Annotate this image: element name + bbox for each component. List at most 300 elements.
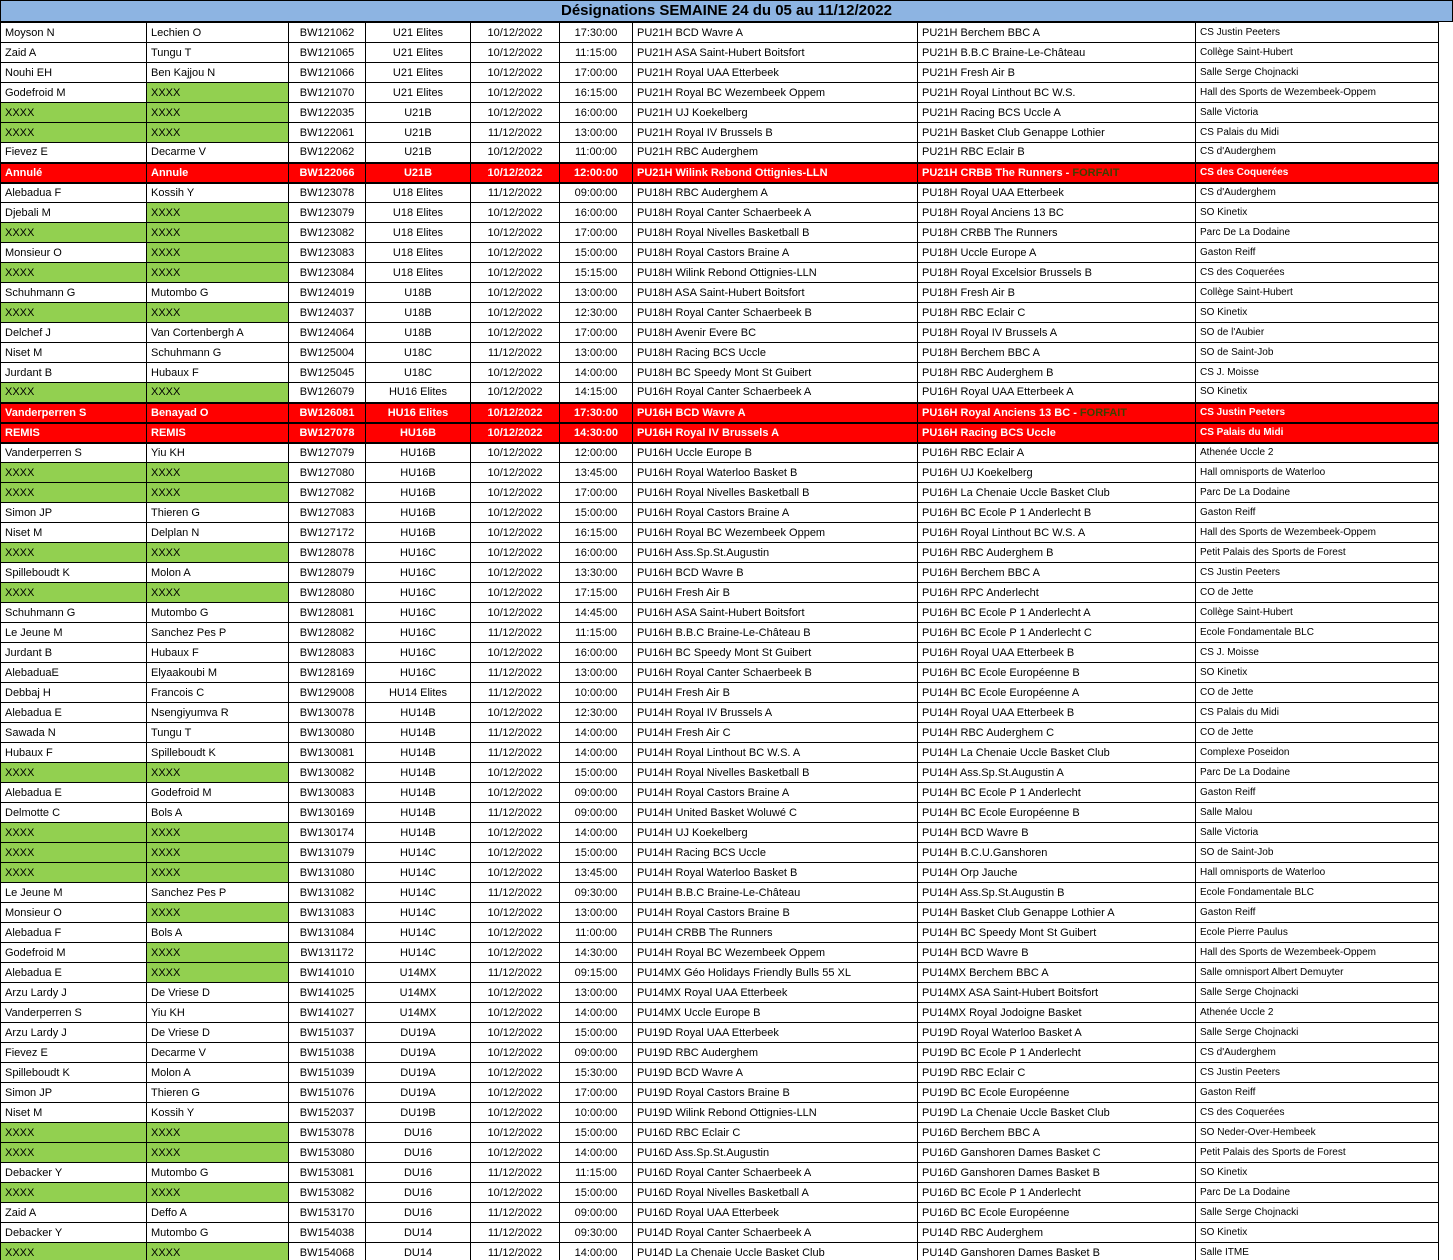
category-cell[interactable]: HU14C	[366, 903, 471, 923]
venue-cell[interactable]: SO Neder-Over-Hembeek	[1196, 1123, 1439, 1143]
referee2-cell[interactable]: Deffo A	[147, 1203, 289, 1223]
venue-cell[interactable]: Salle omnisport Albert Demuyter	[1196, 963, 1439, 983]
referee2-cell[interactable]: Decarme V	[147, 1043, 289, 1063]
away-team-cell[interactable]: PU18H Royal IV Brussels A	[918, 323, 1196, 343]
referee2-cell[interactable]: Decarme V	[147, 143, 289, 163]
match-code-cell[interactable]: BW131172	[289, 943, 366, 963]
referee1-cell[interactable]: Hubaux F	[1, 743, 147, 763]
home-team-cell[interactable]: PU16D Ass.Sp.St.Augustin	[633, 1143, 918, 1163]
time-cell[interactable]: 12:00:00	[560, 443, 633, 463]
match-code-cell[interactable]: BW122062	[289, 143, 366, 163]
match-code-cell[interactable]: BW125004	[289, 343, 366, 363]
venue-cell[interactable]: Hall des Sports de Wezembeek-Oppem	[1196, 943, 1439, 963]
referee1-cell[interactable]: Delmotte C	[1, 803, 147, 823]
venue-cell[interactable]: SO Kinetix	[1196, 303, 1439, 323]
venue-cell[interactable]: Gaston Reiff	[1196, 503, 1439, 523]
date-cell[interactable]: 10/12/2022	[471, 1043, 560, 1063]
away-team-cell[interactable]: PU18H Berchem BBC A	[918, 343, 1196, 363]
date-cell[interactable]: 10/12/2022	[471, 223, 560, 243]
home-team-cell[interactable]: PU19D Royal Castors Braine B	[633, 1083, 918, 1103]
match-code-cell[interactable]: BW130078	[289, 703, 366, 723]
date-cell[interactable]: 10/12/2022	[471, 263, 560, 283]
home-team-cell[interactable]: PU14H B.B.C Braine-Le-Château	[633, 883, 918, 903]
venue-cell[interactable]: CS Justin Peeters	[1196, 563, 1439, 583]
home-team-cell[interactable]: PU16D Royal Nivelles Basketball A	[633, 1183, 918, 1203]
date-cell[interactable]: 10/12/2022	[471, 143, 560, 163]
home-team-cell[interactable]: PU16H BCD Wavre B	[633, 563, 918, 583]
referee2-cell[interactable]: Tungu T	[147, 723, 289, 743]
venue-cell[interactable]: Salle Serge Chojnacki	[1196, 63, 1439, 83]
referee1-cell[interactable]: Schuhmann G	[1, 603, 147, 623]
away-team-cell[interactable]: PU21H Berchem BBC A	[918, 23, 1196, 43]
match-code-cell[interactable]: BW131084	[289, 923, 366, 943]
away-team-cell[interactable]: PU16H BC Ecole P 1 Anderlecht A	[918, 603, 1196, 623]
time-cell[interactable]: 09:00:00	[560, 1043, 633, 1063]
category-cell[interactable]: U18 Elites	[366, 263, 471, 283]
date-cell[interactable]: 10/12/2022	[471, 323, 560, 343]
home-team-cell[interactable]: PU14H Royal IV Brussels A	[633, 703, 918, 723]
time-cell[interactable]: 14:30:00	[560, 423, 633, 443]
away-team-cell[interactable]: PU16H RPC Anderlecht	[918, 583, 1196, 603]
date-cell[interactable]: 10/12/2022	[471, 483, 560, 503]
home-team-cell[interactable]: PU21H Royal IV Brussels B	[633, 123, 918, 143]
category-cell[interactable]: U18 Elites	[366, 203, 471, 223]
venue-cell[interactable]: Collège Saint-Hubert	[1196, 283, 1439, 303]
away-team-cell[interactable]: PU14H BC Ecole P 1 Anderlecht	[918, 783, 1196, 803]
home-team-cell[interactable]: PU14H CRBB The Runners	[633, 923, 918, 943]
match-code-cell[interactable]: BW128079	[289, 563, 366, 583]
referee2-cell[interactable]: Sanchez Pes P	[147, 623, 289, 643]
date-cell[interactable]: 11/12/2022	[471, 343, 560, 363]
away-team-cell[interactable]: PU18H Uccle Europe A	[918, 243, 1196, 263]
home-team-cell[interactable]: PU18H Royal Canter Schaerbeek A	[633, 203, 918, 223]
referee2-cell[interactable]: XXXX	[147, 123, 289, 143]
time-cell[interactable]: 15:30:00	[560, 1063, 633, 1083]
date-cell[interactable]: 10/12/2022	[471, 783, 560, 803]
category-cell[interactable]: HU16 Elites	[366, 403, 471, 423]
venue-cell[interactable]: Parc De La Dodaine	[1196, 483, 1439, 503]
home-team-cell[interactable]: PU19D Wilink Rebond Ottignies-LLN	[633, 1103, 918, 1123]
referee1-cell[interactable]: Godefroid M	[1, 83, 147, 103]
time-cell[interactable]: 14:30:00	[560, 943, 633, 963]
time-cell[interactable]: 14:00:00	[560, 1243, 633, 1260]
category-cell[interactable]: U14MX	[366, 1003, 471, 1023]
venue-cell[interactable]: Parc De La Dodaine	[1196, 223, 1439, 243]
home-team-cell[interactable]: PU14H Royal Castors Braine B	[633, 903, 918, 923]
away-team-cell[interactable]: PU14H BC Speedy Mont St Guibert	[918, 923, 1196, 943]
match-code-cell[interactable]: BW127172	[289, 523, 366, 543]
referee1-cell[interactable]: XXXX	[1, 863, 147, 883]
time-cell[interactable]: 11:15:00	[560, 43, 633, 63]
referee2-cell[interactable]: XXXX	[147, 763, 289, 783]
date-cell[interactable]: 11/12/2022	[471, 683, 560, 703]
date-cell[interactable]: 10/12/2022	[471, 863, 560, 883]
referee1-cell[interactable]: XXXX	[1, 763, 147, 783]
referee1-cell[interactable]: Niset M	[1, 343, 147, 363]
time-cell[interactable]: 14:00:00	[560, 743, 633, 763]
referee2-cell[interactable]: XXXX	[147, 903, 289, 923]
referee1-cell[interactable]: Alebadua F	[1, 183, 147, 203]
date-cell[interactable]: 10/12/2022	[471, 943, 560, 963]
category-cell[interactable]: HU16B	[366, 523, 471, 543]
away-team-cell[interactable]: PU21H B.B.C Braine-Le-Château	[918, 43, 1196, 63]
date-cell[interactable]: 10/12/2022	[471, 763, 560, 783]
match-code-cell[interactable]: BW131082	[289, 883, 366, 903]
date-cell[interactable]: 10/12/2022	[471, 643, 560, 663]
category-cell[interactable]: U18B	[366, 323, 471, 343]
away-team-cell[interactable]: PU18H Royal UAA Etterbeek	[918, 183, 1196, 203]
away-team-cell[interactable]: PU16D BC Ecole P 1 Anderlecht	[918, 1183, 1196, 1203]
category-cell[interactable]: U14MX	[366, 983, 471, 1003]
category-cell[interactable]: DU16	[366, 1143, 471, 1163]
date-cell[interactable]: 10/12/2022	[471, 1003, 560, 1023]
referee2-cell[interactable]: XXXX	[147, 243, 289, 263]
match-code-cell[interactable]: BW126079	[289, 383, 366, 403]
category-cell[interactable]: HU14C	[366, 943, 471, 963]
date-cell[interactable]: 10/12/2022	[471, 23, 560, 43]
referee2-cell[interactable]: XXXX	[147, 103, 289, 123]
time-cell[interactable]: 16:00:00	[560, 643, 633, 663]
category-cell[interactable]: HU14B	[366, 743, 471, 763]
referee2-cell[interactable]: Thieren G	[147, 1083, 289, 1103]
away-team-cell[interactable]: PU21H RBC Eclair B	[918, 143, 1196, 163]
category-cell[interactable]: U18C	[366, 343, 471, 363]
referee1-cell[interactable]: Alebadua F	[1, 923, 147, 943]
home-team-cell[interactable]: PU16H ASA Saint-Hubert Boitsfort	[633, 603, 918, 623]
match-code-cell[interactable]: BW129008	[289, 683, 366, 703]
referee1-cell[interactable]: Alebadua E	[1, 963, 147, 983]
match-code-cell[interactable]: BW151038	[289, 1043, 366, 1063]
date-cell[interactable]: 10/12/2022	[471, 923, 560, 943]
away-team-cell[interactable]: PU16H RBC Auderghem B	[918, 543, 1196, 563]
referee1-cell[interactable]: XXXX	[1, 123, 147, 143]
referee1-cell[interactable]: XXXX	[1, 223, 147, 243]
date-cell[interactable]: 11/12/2022	[471, 123, 560, 143]
referee1-cell[interactable]: Spilleboudt K	[1, 563, 147, 583]
home-team-cell[interactable]: PU16D RBC Eclair C	[633, 1123, 918, 1143]
match-code-cell[interactable]: BW127082	[289, 483, 366, 503]
time-cell[interactable]: 17:15:00	[560, 583, 633, 603]
referee2-cell[interactable]: XXXX	[147, 1143, 289, 1163]
referee1-cell[interactable]: Debacker Y	[1, 1223, 147, 1243]
referee1-cell[interactable]: Jurdant B	[1, 643, 147, 663]
venue-cell[interactable]: CS Justin Peeters	[1196, 403, 1439, 423]
home-team-cell[interactable]: PU16H Royal Nivelles Basketball B	[633, 483, 918, 503]
category-cell[interactable]: U18C	[366, 363, 471, 383]
home-team-cell[interactable]: PU14D La Chenaie Uccle Basket Club	[633, 1243, 918, 1260]
date-cell[interactable]: 10/12/2022	[471, 1143, 560, 1163]
venue-cell[interactable]: CS Justin Peeters	[1196, 1063, 1439, 1083]
date-cell[interactable]: 10/12/2022	[471, 43, 560, 63]
referee2-cell[interactable]: XXXX	[147, 483, 289, 503]
category-cell[interactable]: HU16C	[366, 643, 471, 663]
referee2-cell[interactable]: XXXX	[147, 263, 289, 283]
referee2-cell[interactable]: XXXX	[147, 1183, 289, 1203]
referee2-cell[interactable]: Yiu KH	[147, 443, 289, 463]
date-cell[interactable]: 10/12/2022	[471, 1123, 560, 1143]
category-cell[interactable]: HU16C	[366, 623, 471, 643]
date-cell[interactable]: 10/12/2022	[471, 903, 560, 923]
away-team-cell[interactable]: PU19D Royal Waterloo Basket A	[918, 1023, 1196, 1043]
referee1-cell[interactable]: Alebadua E	[1, 703, 147, 723]
referee2-cell[interactable]: XXXX	[147, 83, 289, 103]
referee2-cell[interactable]: Godefroid M	[147, 783, 289, 803]
date-cell[interactable]: 10/12/2022	[471, 703, 560, 723]
venue-cell[interactable]: Parc De La Dodaine	[1196, 1183, 1439, 1203]
venue-cell[interactable]: SO Kinetix	[1196, 1223, 1439, 1243]
referee2-cell[interactable]: Bols A	[147, 803, 289, 823]
referee1-cell[interactable]: AlebaduaE	[1, 663, 147, 683]
referee1-cell[interactable]: Delchef J	[1, 323, 147, 343]
match-code-cell[interactable]: BW131083	[289, 903, 366, 923]
date-cell[interactable]: 10/12/2022	[471, 1103, 560, 1123]
referee1-cell[interactable]: XXXX	[1, 263, 147, 283]
match-code-cell[interactable]: BW123082	[289, 223, 366, 243]
venue-cell[interactable]: SO Kinetix	[1196, 203, 1439, 223]
date-cell[interactable]: 11/12/2022	[471, 1163, 560, 1183]
category-cell[interactable]: HU14 Elites	[366, 683, 471, 703]
date-cell[interactable]: 10/12/2022	[471, 303, 560, 323]
away-team-cell[interactable]: PU18H RBC Auderghem B	[918, 363, 1196, 383]
category-cell[interactable]: HU14C	[366, 843, 471, 863]
referee1-cell[interactable]: XXXX	[1, 463, 147, 483]
category-cell[interactable]: DU19A	[366, 1023, 471, 1043]
time-cell[interactable]: 14:00:00	[560, 723, 633, 743]
category-cell[interactable]: HU16B	[366, 423, 471, 443]
away-team-cell[interactable]: PU14D RBC Auderghem	[918, 1223, 1196, 1243]
home-team-cell[interactable]: PU21H Royal UAA Etterbeek	[633, 63, 918, 83]
home-team-cell[interactable]: PU21H ASA Saint-Hubert Boitsfort	[633, 43, 918, 63]
category-cell[interactable]: U21B	[366, 163, 471, 183]
away-team-cell[interactable]: PU14H BCD Wavre B	[918, 823, 1196, 843]
date-cell[interactable]: 10/12/2022	[471, 63, 560, 83]
referee2-cell[interactable]: De Vriese D	[147, 1023, 289, 1043]
category-cell[interactable]: DU16	[366, 1163, 471, 1183]
venue-cell[interactable]: Ecole Pierre Paulus	[1196, 923, 1439, 943]
time-cell[interactable]: 16:00:00	[560, 103, 633, 123]
referee2-cell[interactable]: Bols A	[147, 923, 289, 943]
time-cell[interactable]: 15:00:00	[560, 1183, 633, 1203]
time-cell[interactable]: 17:30:00	[560, 403, 633, 423]
away-team-cell[interactable]: PU16H BC Ecole P 1 Anderlecht C	[918, 623, 1196, 643]
date-cell[interactable]: 10/12/2022	[471, 543, 560, 563]
category-cell[interactable]: U18B	[366, 283, 471, 303]
category-cell[interactable]: U21 Elites	[366, 23, 471, 43]
home-team-cell[interactable]: PU18H Royal Castors Braine A	[633, 243, 918, 263]
home-team-cell[interactable]: PU19D RBC Auderghem	[633, 1043, 918, 1063]
venue-cell[interactable]: SO Kinetix	[1196, 1163, 1439, 1183]
match-code-cell[interactable]: BW128078	[289, 543, 366, 563]
category-cell[interactable]: DU19A	[366, 1083, 471, 1103]
away-team-cell[interactable]: PU14H La Chenaie Uccle Basket Club	[918, 743, 1196, 763]
referee1-cell[interactable]: Fievez E	[1, 143, 147, 163]
match-code-cell[interactable]: BW128080	[289, 583, 366, 603]
category-cell[interactable]: DU14	[366, 1243, 471, 1260]
category-cell[interactable]: HU16C	[366, 603, 471, 623]
match-code-cell[interactable]: BW153081	[289, 1163, 366, 1183]
category-cell[interactable]: HU14C	[366, 863, 471, 883]
date-cell[interactable]: 10/12/2022	[471, 163, 560, 183]
time-cell[interactable]: 09:00:00	[560, 783, 633, 803]
home-team-cell[interactable]: PU14MX Royal UAA Etterbeek	[633, 983, 918, 1003]
referee2-cell[interactable]: XXXX	[147, 463, 289, 483]
venue-cell[interactable]: Athenée Uccle 2	[1196, 1003, 1439, 1023]
match-code-cell[interactable]: BW121066	[289, 63, 366, 83]
date-cell[interactable]: 10/12/2022	[471, 563, 560, 583]
time-cell[interactable]: 15:15:00	[560, 263, 633, 283]
referee1-cell[interactable]: XXXX	[1, 1243, 147, 1260]
referee2-cell[interactable]: Schuhmann G	[147, 343, 289, 363]
referee2-cell[interactable]: Mutombo G	[147, 1163, 289, 1183]
home-team-cell[interactable]: PU14MX Uccle Europe B	[633, 1003, 918, 1023]
time-cell[interactable]: 09:00:00	[560, 1203, 633, 1223]
match-code-cell[interactable]: BW127078	[289, 423, 366, 443]
match-code-cell[interactable]: BW130082	[289, 763, 366, 783]
match-code-cell[interactable]: BW123079	[289, 203, 366, 223]
referee2-cell[interactable]: XXXX	[147, 583, 289, 603]
home-team-cell[interactable]: PU14H UJ Koekelberg	[633, 823, 918, 843]
time-cell[interactable]: 15:00:00	[560, 763, 633, 783]
referee2-cell[interactable]: XXXX	[147, 823, 289, 843]
referee1-cell[interactable]: Debbaj H	[1, 683, 147, 703]
category-cell[interactable]: HU16C	[366, 663, 471, 683]
match-code-cell[interactable]: BW151039	[289, 1063, 366, 1083]
referee1-cell[interactable]: Niset M	[1, 1103, 147, 1123]
referee2-cell[interactable]: XXXX	[147, 383, 289, 403]
match-code-cell[interactable]: BW152037	[289, 1103, 366, 1123]
home-team-cell[interactable]: PU18H Royal Canter Schaerbeek B	[633, 303, 918, 323]
time-cell[interactable]: 11:00:00	[560, 923, 633, 943]
away-team-cell[interactable]: PU21H Fresh Air B	[918, 63, 1196, 83]
away-team-cell[interactable]: PU14H BC Ecole Européenne B	[918, 803, 1196, 823]
time-cell[interactable]: 14:15:00	[560, 383, 633, 403]
referee1-cell[interactable]: Nouhi EH	[1, 63, 147, 83]
category-cell[interactable]: U18 Elites	[366, 183, 471, 203]
time-cell[interactable]: 17:00:00	[560, 1083, 633, 1103]
match-code-cell[interactable]: BW153082	[289, 1183, 366, 1203]
match-code-cell[interactable]: BW130083	[289, 783, 366, 803]
referee2-cell[interactable]: XXXX	[147, 1243, 289, 1260]
match-code-cell[interactable]: BW121070	[289, 83, 366, 103]
home-team-cell[interactable]: PU18H RBC Auderghem A	[633, 183, 918, 203]
referee2-cell[interactable]: XXXX	[147, 843, 289, 863]
home-team-cell[interactable]: PU16D Royal UAA Etterbeek	[633, 1203, 918, 1223]
venue-cell[interactable]: Salle Serge Chojnacki	[1196, 1203, 1439, 1223]
match-code-cell[interactable]: BW128169	[289, 663, 366, 683]
home-team-cell[interactable]: PU19D BCD Wavre A	[633, 1063, 918, 1083]
referee2-cell[interactable]: Elyaakoubi M	[147, 663, 289, 683]
time-cell[interactable]: 13:45:00	[560, 463, 633, 483]
away-team-cell[interactable]: PU16D Ganshoren Dames Basket B	[918, 1163, 1196, 1183]
date-cell[interactable]: 11/12/2022	[471, 883, 560, 903]
away-team-cell[interactable]: PU16H Berchem BBC A	[918, 563, 1196, 583]
venue-cell[interactable]: Salle Malou	[1196, 803, 1439, 823]
home-team-cell[interactable]: PU16H Royal IV Brussels A	[633, 423, 918, 443]
referee2-cell[interactable]: Ben Kajjou N	[147, 63, 289, 83]
home-team-cell[interactable]: PU18H Avenir Evere BC	[633, 323, 918, 343]
date-cell[interactable]: 10/12/2022	[471, 823, 560, 843]
match-code-cell[interactable]: BW128082	[289, 623, 366, 643]
date-cell[interactable]: 11/12/2022	[471, 963, 560, 983]
away-team-cell[interactable]: PU16H Royal Linthout BC W.S. A	[918, 523, 1196, 543]
venue-cell[interactable]: CS des Coquerées	[1196, 163, 1439, 183]
referee1-cell[interactable]: XXXX	[1, 1183, 147, 1203]
time-cell[interactable]: 16:00:00	[560, 203, 633, 223]
home-team-cell[interactable]: PU14H Royal Linthout BC W.S. A	[633, 743, 918, 763]
referee2-cell[interactable]: Kossih Y	[147, 183, 289, 203]
home-team-cell[interactable]: PU14H United Basket Woluwé C	[633, 803, 918, 823]
home-team-cell[interactable]: PU14H Fresh Air C	[633, 723, 918, 743]
match-code-cell[interactable]: BW131079	[289, 843, 366, 863]
venue-cell[interactable]: CO de Jette	[1196, 723, 1439, 743]
referee1-cell[interactable]: Fievez E	[1, 1043, 147, 1063]
referee1-cell[interactable]: Vanderperren S	[1, 443, 147, 463]
home-team-cell[interactable]: PU16H BC Speedy Mont St Guibert	[633, 643, 918, 663]
venue-cell[interactable]: CS Palais du Midi	[1196, 703, 1439, 723]
referee1-cell[interactable]: Sawada N	[1, 723, 147, 743]
match-code-cell[interactable]: BW151076	[289, 1083, 366, 1103]
away-team-cell[interactable]: PU18H RBC Eclair C	[918, 303, 1196, 323]
away-team-cell[interactable]: PU14H BCD Wavre B	[918, 943, 1196, 963]
venue-cell[interactable]: CS d'Auderghem	[1196, 183, 1439, 203]
category-cell[interactable]: HU16B	[366, 483, 471, 503]
date-cell[interactable]: 10/12/2022	[471, 103, 560, 123]
away-team-cell[interactable]: PU16H RBC Eclair A	[918, 443, 1196, 463]
away-team-cell[interactable]: PU21H CRBB The Runners - FORFAIT	[918, 163, 1196, 183]
venue-cell[interactable]: Hall des Sports de Wezembeek-Oppem	[1196, 83, 1439, 103]
referee2-cell[interactable]: XXXX	[147, 943, 289, 963]
home-team-cell[interactable]: PU14MX Géo Holidays Friendly Bulls 55 XL	[633, 963, 918, 983]
home-team-cell[interactable]: PU16D Royal Canter Schaerbeek A	[633, 1163, 918, 1183]
away-team-cell[interactable]: PU18H Royal Anciens 13 BC	[918, 203, 1196, 223]
time-cell[interactable]: 16:00:00	[560, 543, 633, 563]
match-code-cell[interactable]: BW141027	[289, 1003, 366, 1023]
time-cell[interactable]: 11:00:00	[560, 143, 633, 163]
category-cell[interactable]: HU14C	[366, 883, 471, 903]
time-cell[interactable]: 17:00:00	[560, 63, 633, 83]
venue-cell[interactable]: SO Kinetix	[1196, 663, 1439, 683]
venue-cell[interactable]: Hall omnisports de Waterloo	[1196, 463, 1439, 483]
time-cell[interactable]: 13:00:00	[560, 983, 633, 1003]
venue-cell[interactable]: Petit Palais des Sports de Forest	[1196, 543, 1439, 563]
match-code-cell[interactable]: BW122061	[289, 123, 366, 143]
away-team-cell[interactable]: PU16H La Chenaie Uccle Basket Club	[918, 483, 1196, 503]
date-cell[interactable]: 10/12/2022	[471, 463, 560, 483]
date-cell[interactable]: 10/12/2022	[471, 203, 560, 223]
home-team-cell[interactable]: PU16H Royal Castors Braine A	[633, 503, 918, 523]
time-cell[interactable]: 13:45:00	[560, 863, 633, 883]
referee1-cell[interactable]: Niset M	[1, 523, 147, 543]
time-cell[interactable]: 15:00:00	[560, 1123, 633, 1143]
referee1-cell[interactable]: Moyson N	[1, 23, 147, 43]
category-cell[interactable]: HU14B	[366, 763, 471, 783]
home-team-cell[interactable]: PU14D Royal Canter Schaerbeek A	[633, 1223, 918, 1243]
category-cell[interactable]: HU16C	[366, 543, 471, 563]
referee1-cell[interactable]: XXXX	[1, 1143, 147, 1163]
home-team-cell[interactable]: PU14H Fresh Air B	[633, 683, 918, 703]
match-code-cell[interactable]: BW130169	[289, 803, 366, 823]
venue-cell[interactable]: CS des Coquerées	[1196, 263, 1439, 283]
match-code-cell[interactable]: BW122035	[289, 103, 366, 123]
match-code-cell[interactable]: BW127079	[289, 443, 366, 463]
venue-cell[interactable]: Salle Victoria	[1196, 823, 1439, 843]
category-cell[interactable]: DU19A	[366, 1043, 471, 1063]
venue-cell[interactable]: CS J. Moisse	[1196, 643, 1439, 663]
home-team-cell[interactable]: PU14H Royal Nivelles Basketball B	[633, 763, 918, 783]
venue-cell[interactable]: SO de Saint-Job	[1196, 343, 1439, 363]
match-code-cell[interactable]: BW121065	[289, 43, 366, 63]
venue-cell[interactable]: Hall omnisports de Waterloo	[1196, 863, 1439, 883]
